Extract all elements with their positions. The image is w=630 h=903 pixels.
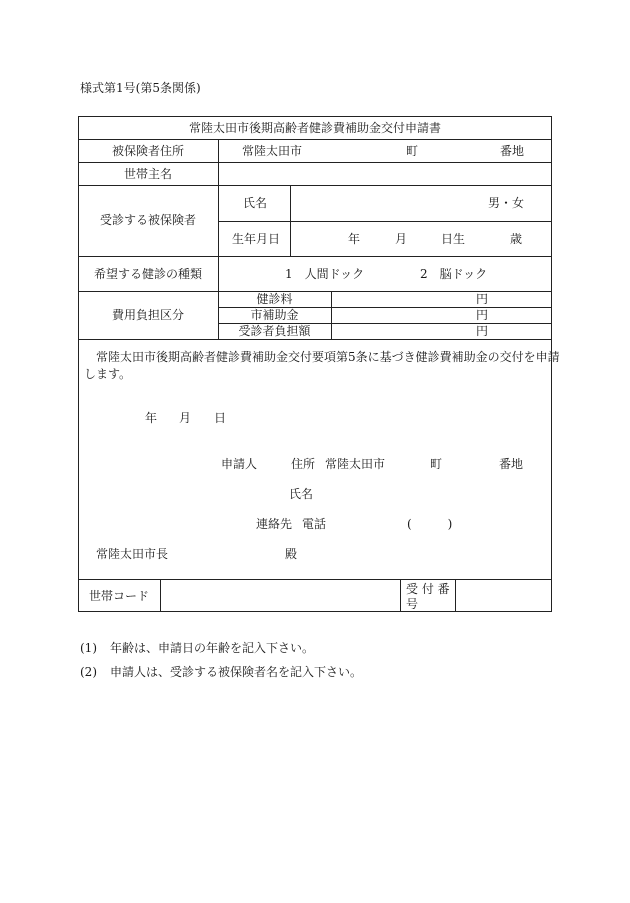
exam-option-brain-dock[interactable]: 2 脳ドック [420,267,488,281]
statement-line-2: します。 [84,367,132,381]
name-label: 氏名 [243,196,268,210]
address-label: 被保険者住所 [111,144,184,158]
cost-item-city-subsidy: 市補助金 [250,308,299,322]
exam-type-label: 希望する健診の種類 [93,267,202,281]
phone-label: 電話 [302,517,327,531]
note-text: 申請人は、受診する被保険者名を記入下さい。 [110,665,363,679]
form-title: 常陸太田市後期高齢者健診費補助金交付申請書 [188,121,441,135]
sex-selector[interactable]: 男・女 [488,196,525,210]
applicant-town: 町 [430,457,443,471]
insured-name-field[interactable] [292,187,482,219]
address-town: 町 [406,144,419,158]
cost-item-exam-fee: 健診料 [256,292,293,306]
address-city: 常陸太田市 [242,144,303,158]
exam-option-human-dock[interactable]: 1 人間ドック [285,267,365,281]
cost-unit: 円 [476,292,489,306]
birth-label: 生年月日 [232,232,281,246]
applicant-city: 常陸太田市 [325,457,386,471]
address-banchi: 番地 [500,144,525,158]
insured-label: 受診する被保険者 [99,213,196,227]
mayor-addressee: 常陸太田市長 [96,547,169,561]
applicant-banchi: 番地 [499,457,524,471]
receipt-number-label: 受 付 番 [406,582,450,596]
birth-year: 年 [348,232,361,246]
applicant-name-label: 氏名 [289,487,314,501]
household-code-field[interactable] [162,581,398,610]
honorific: 殿 [285,547,298,561]
birth-day: 日生 [441,232,466,246]
date-year: 年 [145,411,158,425]
cost-unit: 円 [476,324,489,338]
cost-unit: 円 [476,308,489,322]
date-month: 月 [179,411,192,425]
note-number: (2) [80,665,97,679]
date-day: 日 [214,411,227,425]
cost-label: 費用負担区分 [111,308,184,322]
form-number: 様式第1号(第5条関係) [80,81,201,95]
cost-item-patient-share: 受診者負担額 [238,324,311,338]
phone-field[interactable]: ( ) [407,517,453,531]
receipt-number-label-cont: 号 [406,597,419,611]
applicant-address-label: 住所 [291,457,316,471]
applicant-label: 申請人 [221,457,258,471]
household-code-label: 世帯コード [88,589,149,603]
note-number: (1) [80,641,97,655]
contact-label: 連絡先 [256,517,293,531]
householder-label: 世帯主名 [123,167,172,181]
age: 歳 [510,232,523,246]
receipt-number-field[interactable] [457,581,550,610]
birth-month: 月 [395,232,408,246]
householder-name-field[interactable] [220,164,550,184]
statement-line-1: 常陸太田市後期高齢者健診費補助金交付要項第5条に基づき健診費補助金の交付を申請 [96,350,560,364]
note-text: 年齢は、申請日の年齢を記入下さい。 [110,641,315,655]
